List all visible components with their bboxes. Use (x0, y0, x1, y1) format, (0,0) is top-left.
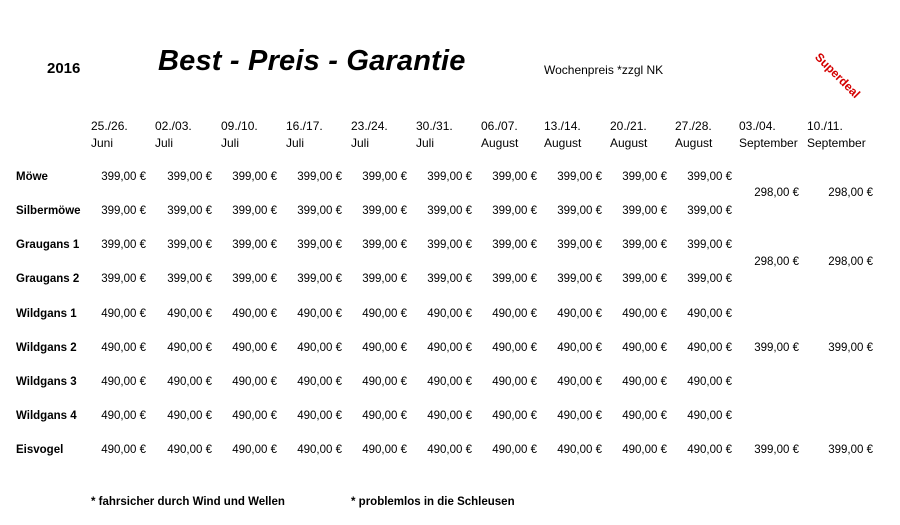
column-header (481, 118, 518, 152)
price-cell: 490,00 € (622, 342, 667, 354)
column-header (351, 118, 388, 152)
price-cell: 490,00 € (687, 342, 732, 354)
price-cell: 490,00 € (297, 376, 342, 388)
column-header (286, 118, 323, 152)
price-cell: 490,00 € (101, 308, 146, 320)
price-cell: 399,00 € (297, 171, 342, 183)
column-date: 03./04. (739, 119, 776, 133)
column-header (91, 118, 128, 152)
price-cell: 399,00 € (362, 205, 407, 217)
price-cell: 399,00 € (687, 239, 732, 251)
column-month: Juli (221, 136, 240, 150)
column-header (416, 118, 453, 152)
column-month: August (610, 136, 648, 150)
price-cell: 399,00 € (427, 205, 472, 217)
price-cell: 490,00 € (297, 308, 342, 320)
price-cell: 490,00 € (687, 308, 732, 320)
price-cell: 399,00 € (167, 205, 212, 217)
price-cell: 399,00 € (687, 205, 732, 217)
price-cell: 490,00 € (427, 308, 472, 320)
price-cell: 399,00 € (492, 171, 537, 183)
column-header (739, 118, 798, 152)
price-cell: 490,00 € (492, 376, 537, 388)
price-cell: 490,00 € (492, 410, 537, 422)
column-date: 06./07. (481, 119, 518, 133)
price-cell: 399,00 € (687, 171, 732, 183)
september-price-cell: 399,00 € (828, 444, 873, 456)
price-cell: 399,00 € (362, 171, 407, 183)
column-month: Juni (91, 136, 114, 150)
price-cell: 490,00 € (687, 376, 732, 388)
column-month: August (675, 136, 713, 150)
column-date: 25./26. (91, 119, 128, 133)
column-date: 23./24. (351, 119, 388, 133)
price-cell: 399,00 € (622, 273, 667, 285)
price-cell: 490,00 € (167, 376, 212, 388)
price-cell: 490,00 € (492, 342, 537, 354)
price-cell: 399,00 € (557, 239, 602, 251)
september-price-cell: 399,00 € (754, 342, 799, 354)
column-month: Juli (416, 136, 435, 150)
column-month: September (739, 136, 798, 150)
price-cell: 399,00 € (622, 171, 667, 183)
price-cell: 490,00 € (687, 444, 732, 456)
price-cell: 490,00 € (101, 410, 146, 422)
price-cell: 399,00 € (362, 239, 407, 251)
price-cell: 399,00 € (297, 239, 342, 251)
price-cell: 490,00 € (101, 342, 146, 354)
column-header (544, 118, 581, 152)
price-cell: 490,00 € (167, 308, 212, 320)
price-cell: 399,00 € (362, 273, 407, 285)
price-cell: 490,00 € (167, 444, 212, 456)
price-cell: 490,00 € (687, 410, 732, 422)
column-header (675, 118, 712, 152)
price-cell: 490,00 € (557, 342, 602, 354)
column-header (610, 118, 647, 152)
price-cell: 490,00 € (101, 444, 146, 456)
column-date: 13./14. (544, 119, 581, 133)
price-cell: 490,00 € (297, 444, 342, 456)
price-cell: 490,00 € (492, 444, 537, 456)
column-date: 09./10. (221, 119, 258, 133)
boat-name: Möwe (16, 171, 48, 183)
price-cell: 399,00 € (101, 239, 146, 251)
september-price-cell: 399,00 € (754, 444, 799, 456)
price-cell: 399,00 € (232, 273, 277, 285)
boat-name: Graugans 2 (16, 273, 80, 285)
column-header (807, 118, 866, 152)
price-cell: 399,00 € (232, 205, 277, 217)
price-cell: 490,00 € (232, 342, 277, 354)
column-date: 10./11. (807, 119, 843, 133)
column-month: Juli (155, 136, 174, 150)
price-cell: 490,00 € (492, 308, 537, 320)
price-cell: 399,00 € (492, 205, 537, 217)
column-month: September (807, 136, 866, 150)
footnote-locks: * problemlos in die Schleusen (351, 496, 515, 508)
column-date: 16./17. (286, 119, 323, 133)
price-cell: 490,00 € (557, 410, 602, 422)
price-cell: 399,00 € (492, 273, 537, 285)
column-month: August (481, 136, 519, 150)
column-date: 30./31. (416, 119, 453, 133)
price-cell: 399,00 € (167, 239, 212, 251)
price-cell: 399,00 € (557, 171, 602, 183)
price-cell: 490,00 € (232, 410, 277, 422)
price-cell: 399,00 € (622, 239, 667, 251)
footnote-wind: * fahrsicher durch Wind und Wellen (91, 496, 285, 508)
price-cell: 399,00 € (167, 273, 212, 285)
boat-name: Wildgans 3 (16, 376, 77, 388)
price-cell: 490,00 € (362, 308, 407, 320)
price-cell: 490,00 € (297, 342, 342, 354)
price-cell: 399,00 € (492, 239, 537, 251)
price-cell: 399,00 € (101, 205, 146, 217)
boat-name: Wildgans 1 (16, 308, 77, 320)
price-cell: 399,00 € (687, 273, 732, 285)
price-cell: 490,00 € (557, 376, 602, 388)
boat-name: Wildgans 4 (16, 410, 77, 422)
price-cell: 490,00 € (297, 410, 342, 422)
price-cell: 490,00 € (557, 308, 602, 320)
column-date: 02./03. (155, 119, 192, 133)
column-header (155, 118, 192, 152)
year-label: 2016 (47, 60, 81, 77)
price-cell: 490,00 € (427, 376, 472, 388)
price-cell: 490,00 € (362, 342, 407, 354)
column-month: Juli (286, 136, 305, 150)
price-cell: 399,00 € (297, 205, 342, 217)
column-date: 20./21. (610, 119, 647, 133)
price-cell: 399,00 € (427, 273, 472, 285)
september-price-cell: 298,00 € (754, 187, 799, 199)
price-cell: 399,00 € (427, 239, 472, 251)
price-cell: 490,00 € (232, 444, 277, 456)
price-cell: 490,00 € (622, 308, 667, 320)
price-cell: 490,00 € (557, 444, 602, 456)
september-price-cell: 298,00 € (828, 256, 873, 268)
price-note: Wochenpreis *zzgl NK (544, 63, 664, 77)
price-cell: 490,00 € (167, 342, 212, 354)
price-cell: 490,00 € (427, 410, 472, 422)
price-cell: 490,00 € (167, 410, 212, 422)
price-cell: 490,00 € (232, 376, 277, 388)
september-price-cell: 399,00 € (828, 342, 873, 354)
superdeal-badge: Superdeal (812, 50, 864, 101)
price-cell: 490,00 € (622, 376, 667, 388)
boat-name: Graugans 1 (16, 239, 80, 251)
price-cell: 490,00 € (232, 308, 277, 320)
column-month: Juli (351, 136, 370, 150)
column-date: 27./28. (675, 119, 712, 133)
boat-name: Eisvogel (16, 444, 64, 456)
page-title: Best - Preis - Garantie (158, 45, 466, 77)
price-cell: 399,00 € (557, 205, 602, 217)
price-cell: 490,00 € (427, 342, 472, 354)
price-cell: 490,00 € (622, 444, 667, 456)
price-cell: 490,00 € (427, 444, 472, 456)
september-price-cell: 298,00 € (754, 256, 799, 268)
column-header (221, 118, 258, 152)
price-cell: 399,00 € (622, 205, 667, 217)
boat-name: Silbermöwe (16, 205, 81, 217)
september-price-cell: 298,00 € (828, 187, 873, 199)
boat-name: Wildgans 2 (16, 342, 77, 354)
price-cell: 399,00 € (167, 171, 212, 183)
price-cell: 399,00 € (101, 273, 146, 285)
price-cell: 490,00 € (101, 376, 146, 388)
price-cell: 399,00 € (232, 171, 277, 183)
price-cell: 490,00 € (622, 410, 667, 422)
price-cell: 399,00 € (557, 273, 602, 285)
price-cell: 490,00 € (362, 376, 407, 388)
price-cell: 490,00 € (362, 410, 407, 422)
price-cell: 399,00 € (297, 273, 342, 285)
price-cell: 399,00 € (101, 171, 146, 183)
price-cell: 490,00 € (362, 444, 407, 456)
price-cell: 399,00 € (232, 239, 277, 251)
column-month: August (544, 136, 582, 150)
price-cell: 399,00 € (427, 171, 472, 183)
